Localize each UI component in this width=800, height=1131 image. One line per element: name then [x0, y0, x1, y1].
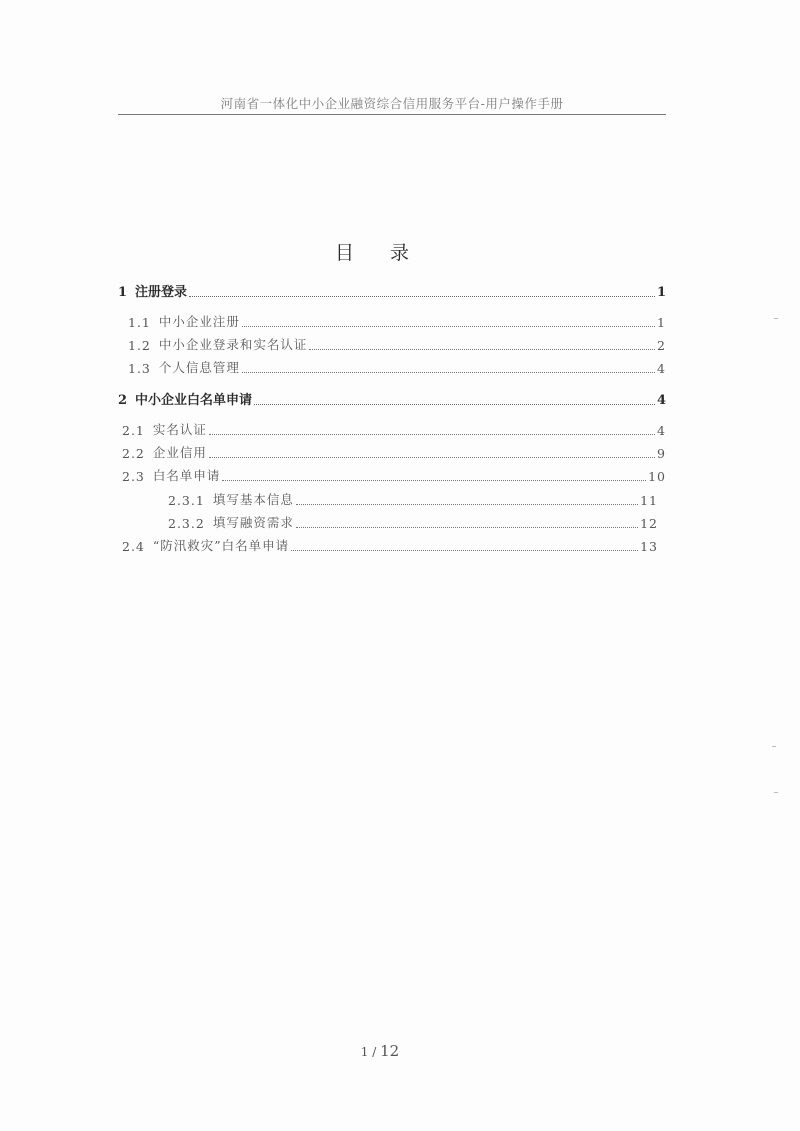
toc-entry-label: 个人信息管理: [158, 360, 240, 375]
toc-entry-page: 1: [657, 315, 666, 330]
toc-entry-label: “防汛救灾”白名单申请: [152, 538, 290, 553]
dot-leader: [296, 504, 638, 505]
scan-speck: [774, 318, 778, 319]
toc-entry-number: 2.4: [122, 539, 145, 554]
toc-entry-number: 2.3: [122, 469, 145, 484]
toc-entry-label: 填写基本信息: [212, 492, 294, 507]
current-page: 1: [360, 1045, 369, 1059]
dot-leader: [254, 404, 655, 405]
dot-leader: [242, 326, 655, 327]
toc-entry[interactable]: [168, 513, 658, 531]
toc-entry[interactable]: [118, 390, 666, 408]
toc-entry[interactable]: [118, 282, 666, 300]
toc-entry-number: 1.3: [128, 361, 151, 376]
toc-entry[interactable]: [122, 443, 666, 461]
toc-entry-label: 实名认证: [152, 422, 207, 437]
toc-entry-number: 1: [118, 285, 128, 300]
dot-leader: [209, 434, 655, 435]
toc-entry-label: 中小企业登录和实名认证: [158, 337, 308, 352]
toc-entry-label: 填写融资需求: [212, 515, 294, 530]
toc-entry-number: 2: [118, 393, 128, 408]
dot-leader: [242, 372, 655, 373]
dot-leader: [209, 457, 655, 458]
dot-leader: [296, 527, 638, 528]
toc-entry-number: 1.2: [128, 338, 151, 353]
total-pages: 12: [380, 1042, 400, 1060]
scan-speck: [772, 746, 776, 747]
toc-entry-number: 2.2: [122, 446, 145, 461]
dot-leader: [222, 480, 646, 481]
dot-leader: [309, 349, 655, 350]
toc-entry-page: 10: [648, 469, 666, 484]
toc-entry-page: 1: [656, 285, 666, 300]
toc-entry-label: 中小企业注册: [158, 314, 240, 329]
toc-entry[interactable]: [128, 358, 666, 376]
toc-entry[interactable]: [122, 466, 666, 484]
toc-entry-page: 2: [657, 338, 666, 353]
toc-entry-number: 2.3.2: [168, 516, 205, 531]
toc-entry-number: 2.1: [122, 423, 145, 438]
toc-entry-page: 4: [657, 361, 666, 376]
toc-entry-number: 2.3.1: [168, 493, 205, 508]
toc-entry[interactable]: [128, 335, 666, 353]
toc-entry-label: 企业信用: [152, 445, 207, 460]
toc-entry-number: 1.1: [128, 315, 151, 330]
running-header: 河南省一体化中小企业融资综合信用服务平台-用户操作手册: [220, 96, 564, 111]
toc-entry-label: 注册登录: [135, 285, 188, 300]
page-counter: [0, 1042, 760, 1060]
toc-entry[interactable]: [128, 312, 666, 330]
toc-entry-label: 白名单申请: [152, 468, 221, 483]
toc-entry-page: 13: [640, 539, 658, 554]
header-rule: [118, 114, 666, 115]
toc-entry[interactable]: [122, 536, 658, 554]
toc-entry[interactable]: [168, 490, 658, 508]
toc-title: 目录: [334, 242, 445, 264]
toc-entry[interactable]: [122, 420, 666, 438]
toc-entry-page: 4: [657, 423, 666, 438]
toc-entry-label: 中小企业白名单申请: [135, 393, 253, 408]
dot-leader: [189, 296, 655, 297]
dot-leader: [291, 550, 638, 551]
toc-entry-page: 4: [656, 393, 666, 408]
toc-entry-page: 12: [640, 516, 658, 531]
toc-entry-page: 9: [657, 446, 666, 461]
toc-entry-page: 11: [640, 493, 658, 508]
scan-speck: [774, 792, 778, 793]
page-separator: /: [368, 1045, 381, 1059]
